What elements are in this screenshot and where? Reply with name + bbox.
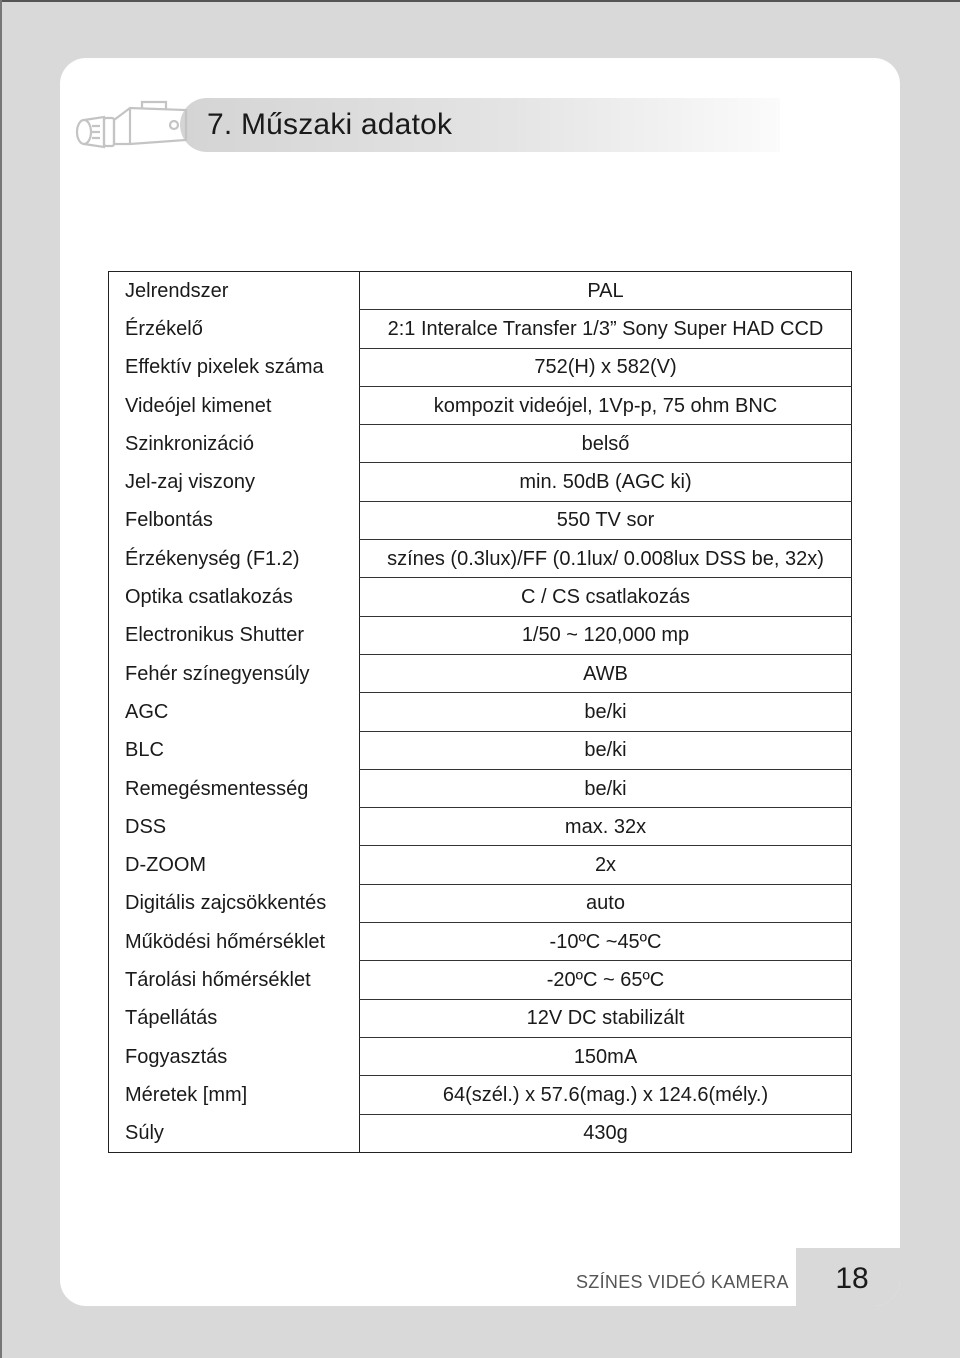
spec-value: be/ki (360, 769, 852, 807)
spec-value: 1/50 ~ 120,000 mp (360, 616, 852, 654)
spec-row (109, 1114, 852, 1152)
spec-value: 2x (360, 846, 852, 884)
spec-value: AWB (360, 654, 852, 692)
spec-value: max. 32x (360, 808, 852, 846)
spec-label: Fogyasztás (109, 1037, 360, 1075)
spec-label: D-ZOOM (109, 846, 360, 884)
spec-label: Szinkronizáció (109, 425, 360, 463)
spec-value: 64(szél.) x 57.6(mag.) x 124.6(mély.) (360, 1076, 852, 1114)
spec-label: Tápellátás (109, 999, 360, 1037)
spec-value: auto (360, 884, 852, 922)
spec-label: Videójel kimenet (109, 386, 360, 424)
page-border-left (0, 0, 2, 1358)
spec-row (109, 540, 852, 578)
spec-row (109, 348, 852, 386)
spec-value: 430g (360, 1114, 852, 1152)
spec-row (109, 463, 852, 501)
spec-value: -20ºC ~ 65ºC (360, 961, 852, 999)
spec-label: Felbontás (109, 501, 360, 539)
page-number: 18 (835, 1262, 869, 1295)
spec-label: Méretek [mm] (109, 1076, 360, 1114)
spec-value: -10ºC ~45ºC (360, 923, 852, 961)
spec-label: BLC (109, 731, 360, 769)
spec-row (109, 310, 852, 348)
spec-value: kompozit videójel, 1Vp-p, 75 ohm BNC (360, 386, 852, 424)
spec-label: Működési hőmérséklet (109, 923, 360, 961)
spec-row (109, 961, 852, 999)
spec-label: Remegésmentesség (109, 769, 360, 807)
page-border-top (0, 0, 960, 2)
spec-label: DSS (109, 808, 360, 846)
spec-label: Jel-zaj viszony (109, 463, 360, 501)
spec-value: PAL (360, 272, 852, 310)
spec-value: 12V DC stabilizált (360, 999, 852, 1037)
spec-value: belső (360, 425, 852, 463)
spec-row (109, 272, 852, 310)
spec-label: Súly (109, 1114, 360, 1152)
spec-label: Tárolási hőmérséklet (109, 961, 360, 999)
spec-label: Optika csatlakozás (109, 578, 360, 616)
footer-label: SZÍNES VIDEÓ KAMERA (576, 1272, 789, 1292)
spec-row (109, 1037, 852, 1075)
spec-row (109, 884, 852, 922)
spec-value: színes (0.3lux)/FF (0.1lux/ 0.008lux DSS be, 32x) (360, 540, 852, 578)
spec-label: Effektív pixelek száma (109, 348, 360, 386)
spec-value: C / CS csatlakozás (360, 578, 852, 616)
spec-value: 550 TV sor (360, 501, 852, 539)
spec-value: 2:1 Interalce Transfer 1/3” Sony Super HAD CCD (360, 310, 852, 348)
spec-value: be/ki (360, 693, 852, 731)
spec-value: 150mA (360, 1037, 852, 1075)
spec-value: 752(H) x 582(V) (360, 348, 852, 386)
spec-row (109, 999, 852, 1037)
camera-icon (70, 98, 190, 154)
spec-row (109, 808, 852, 846)
spec-label: Jelrendszer (109, 272, 360, 310)
spec-row (109, 846, 852, 884)
spec-row (109, 425, 852, 463)
spec-row (109, 1076, 852, 1114)
spec-row (109, 693, 852, 731)
spec-label: Electronikus Shutter (109, 616, 360, 654)
page-title: 7. Műszaki adatok (207, 108, 453, 141)
spec-table (108, 271, 852, 1153)
spec-row (109, 386, 852, 424)
spec-label: Fehér színegyensúly (109, 654, 360, 692)
spec-label: Érzékenység (F1.2) (109, 540, 360, 578)
spec-value: min. 50dB (AGC ki) (360, 463, 852, 501)
spec-row (109, 616, 852, 654)
spec-row (109, 578, 852, 616)
spec-label: AGC (109, 693, 360, 731)
spec-value: be/ki (360, 731, 852, 769)
spec-row (109, 501, 852, 539)
spec-row (109, 923, 852, 961)
spec-row (109, 769, 852, 807)
spec-label: Érzékelő (109, 310, 360, 348)
spec-row (109, 654, 852, 692)
spec-row (109, 731, 852, 769)
spec-label: Digitális zajcsökkentés (109, 884, 360, 922)
